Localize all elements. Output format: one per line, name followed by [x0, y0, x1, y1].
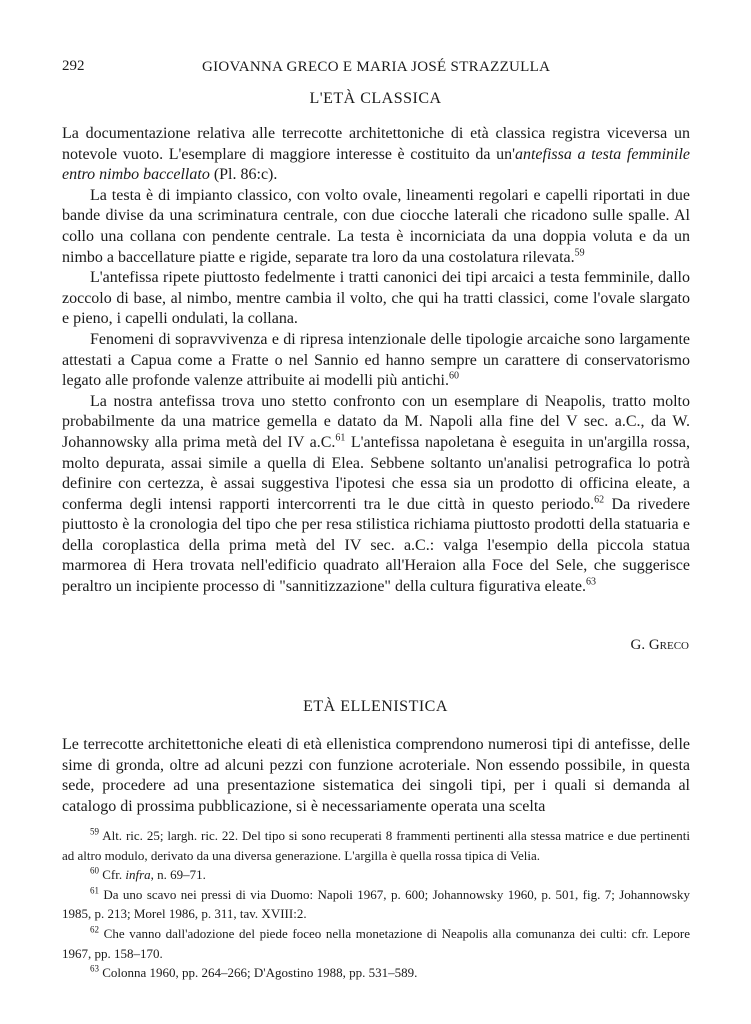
footnote-number: 62 [90, 924, 99, 935]
text-run: L'antefissa ripete piuttosto fedelmente i tratti canonici dei tipi arcaici a testa femminile, dallo zoccolo di base, al nimbo, mentre cambia il volto, che qui ha tratti classici, come l'ovale slargato e pieno, i capelli ondulati, la collana. [62, 269, 690, 328]
text-run: La nostra antefissa trova uno stetto confronto con un esemplare di Neapolis, tratto molto probabilmente da una matrice gemella e datato da M. Napoli alla fine del V sec. a.C., da W. Johannowsky alla prima metà del IV a.C. [62, 392, 690, 451]
section-body-hellenistic [62, 735, 690, 817]
signature-name: Greco [648, 637, 689, 653]
italic-term: antefissa a testa femminile entro nimbo baccellato [62, 145, 691, 184]
paragraph [62, 268, 690, 330]
footnotes [62, 826, 690, 983]
paragraph [62, 124, 690, 186]
text-run: Le terrecotte architettoniche eleati di età ellenistica comprendono numerosi tipi di antefisse, delle sime di gronda, oltre ad alcuni pezzi con funzione acroteriale. Non essendo possibile, in questa sede, procedere ad una presentazione sistematica dei singoli tipi, per i quali si demanda al catalogo di prossima pubblicazione, si è necessariamente operata una scelta [62, 736, 690, 815]
text-run: La testa è di impianto classico, con volto ovale, lineamenti regolari e capelli riportati in due bande divise da una scriminatura centrale, con due ciocche laterali che ricadono sulle spalle. Al collo una collana con pendente centrale. La testa è incorniciata da una doppia voluta e da un nimbo a baccellature piatte e rigide, separate tra loro da una costolatura rilevata. [62, 186, 690, 266]
text-run: La documentazione relativa alle terrecotte architettoniche di età classica registra viceversa un notevole vuoto. L'esemplare di maggiore interesse è costituito da un' [62, 125, 690, 163]
footnote-ref[interactable]: 62 [594, 494, 605, 506]
section-title-hellenistic: ETÀ ELLENISTICA [303, 698, 448, 715]
text-run: Da rivedere piuttosto è la cronologia del tipo che per resa stilistica richiama piuttosto prodotti della statuaria e della coroplastica della prima metà del IV sec. a.C.: valga l'esempio della piccola statua marmorea di Hera trovata nell'edificio quadrato all'Heraion alla Foce del Sele, che suggerisce peraltro un incipiente processo di "sannitizzazione" della cultura figurativa eleate. [62, 495, 691, 596]
footnote-number: 59 [90, 826, 99, 837]
footnote [62, 963, 690, 983]
footnote-text: , n. 69–71. [150, 867, 206, 883]
text-run: (Pl. 86:c). [209, 166, 278, 184]
text-run: L'antefissa napoletana è eseguita in un'argilla rossa, molto depurata, assai simile a quella di Elea. Sebbene soltanto un'analisi petrografica lo potrà definire con certezza, è assai suggestiva l'ipotesi che essa sia un prodotto di officina eleate, a conferma degli intensi rapporti intercorrenti tra le due città in questo periodo. [62, 433, 690, 513]
footnote [62, 826, 690, 865]
paragraph [62, 392, 690, 598]
footnote-ref[interactable]: 63 [585, 576, 596, 588]
footnote [62, 924, 690, 963]
page-header [62, 58, 689, 78]
footnote-text: Colonna 1960, pp. 264–266; D'Agostino 1988, pp. 531–589. [99, 965, 418, 981]
footnote-ref[interactable]: 60 [448, 370, 459, 382]
footnote-number: 61 [90, 885, 99, 896]
paragraph [62, 186, 690, 268]
italic-term: infra [125, 867, 151, 883]
running-head: GIOVANNA GRECO E MARIA JOSÉ STRAZZULLA [202, 59, 551, 75]
section-title-classical: L'ETÀ CLASSICA [309, 90, 442, 107]
text-run: Fenomeni di sopravvivenza e di ripresa intenzionale delle tipologie arcaiche sono largamente attestati a Capua come a Fratte o nel Sannio ed hanno sempre un carattere di conservatorismo legato alle profonde valenze attribuite ai modelli più antichi. [62, 330, 690, 390]
footnote [62, 865, 690, 885]
footnote-text: Cfr. [99, 867, 126, 883]
paragraph [62, 735, 690, 817]
footnote-text: Da uno scavo nei pressi di via Duomo: Napoli 1967, p. 600; Johannowsky 1960, p. 501, fig. 7; Johannowsky 1985, p. 213; Morel 1986, p. 311, tav. XVIII:2. [62, 886, 690, 922]
author-signature [630, 637, 689, 654]
paragraph [62, 330, 690, 392]
footnote [62, 885, 690, 924]
section-body-classical [62, 124, 690, 598]
footnote-ref[interactable]: 61 [335, 432, 346, 444]
footnote-number: 63 [90, 963, 99, 974]
footnote-ref[interactable]: 59 [574, 247, 585, 259]
footnote-number: 60 [90, 865, 99, 876]
footnote-text: Che vanno dall'adozione del piede foceo nella monetazione di Neapolis alla comunanza dei culti: cfr. Lepore 1967, pp. 158–170. [62, 925, 690, 961]
footnote-text: Alt. ric. 25; largh. ric. 22. Del tipo si sono recuperati 8 frammenti pertinenti alla stessa matrice e due pertinenti ad altro modulo, derivato da una diversa generazione. L'argilla è quella rossa tipica di Velia. [62, 828, 690, 863]
page-number: 292 [62, 58, 85, 74]
signature-initial: G. [630, 637, 649, 653]
